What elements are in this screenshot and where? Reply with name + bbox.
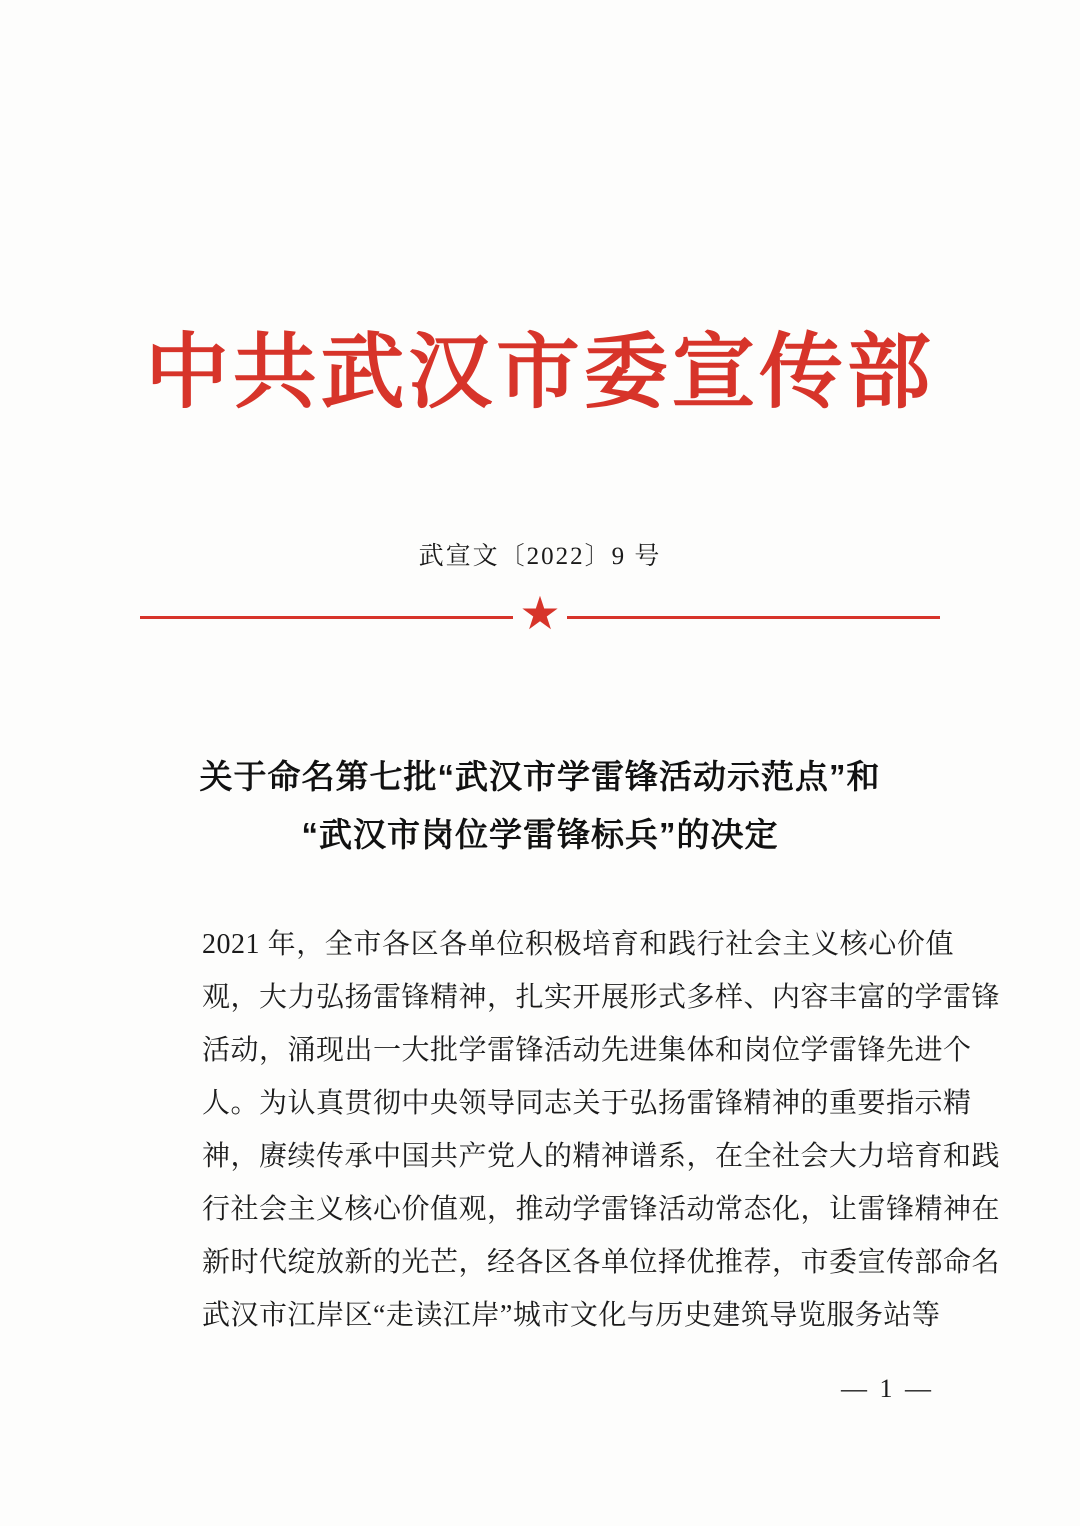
page-number: — 1 — <box>841 1374 934 1403</box>
divider-line-left <box>140 616 513 619</box>
red-star-icon: ★ <box>519 588 561 639</box>
body-line: 神，赓续传承中国共产党人的精神谱系，在全社会大力培育和践 <box>202 1141 1001 1172</box>
body-line: 2021 年，全市各区各单位积极培育和践行社会主义核心价值 <box>202 929 954 960</box>
body-line: 观，大力弘扬雷锋精神，扎实开展形式多样、内容丰富的学雷锋 <box>202 982 1001 1013</box>
document-title <box>140 748 940 864</box>
body-line: 人。为认真贯彻中央领导同志关于弘扬雷锋精神的重要指示精 <box>202 1088 972 1119</box>
red-divider-rule <box>140 588 940 639</box>
divider-line-right <box>567 616 940 619</box>
document-title-line-1: 关于命名第七批“武汉市学雷锋活动示范点”和 <box>199 758 881 795</box>
issuing-organization-title: 中共武汉市委宣传部 <box>145 327 935 418</box>
body-line: 行社会主义核心价值观，推动学雷锋活动常态化，让雷锋精神在 <box>202 1194 1001 1225</box>
body-line: 活动，涌现出一大批学雷锋活动先进集体和岗位学雷锋先进个 <box>202 1035 972 1066</box>
body-paragraph <box>146 918 1001 1342</box>
document-title-line-2: “武汉市岗位学雷锋标兵”的决定 <box>301 815 779 853</box>
document-body <box>146 918 1001 1342</box>
letterhead <box>0 327 1080 418</box>
document-number: 武宣文〔2022〕9 号 <box>418 543 662 570</box>
body-line: 武汉市江岸区“走读江岸”城市文化与历史建筑导览服务站等 <box>202 1300 941 1331</box>
body-line: 新时代绽放新的光芒，经各区各单位择优推荐，市委宣传部命名 <box>202 1247 1001 1278</box>
